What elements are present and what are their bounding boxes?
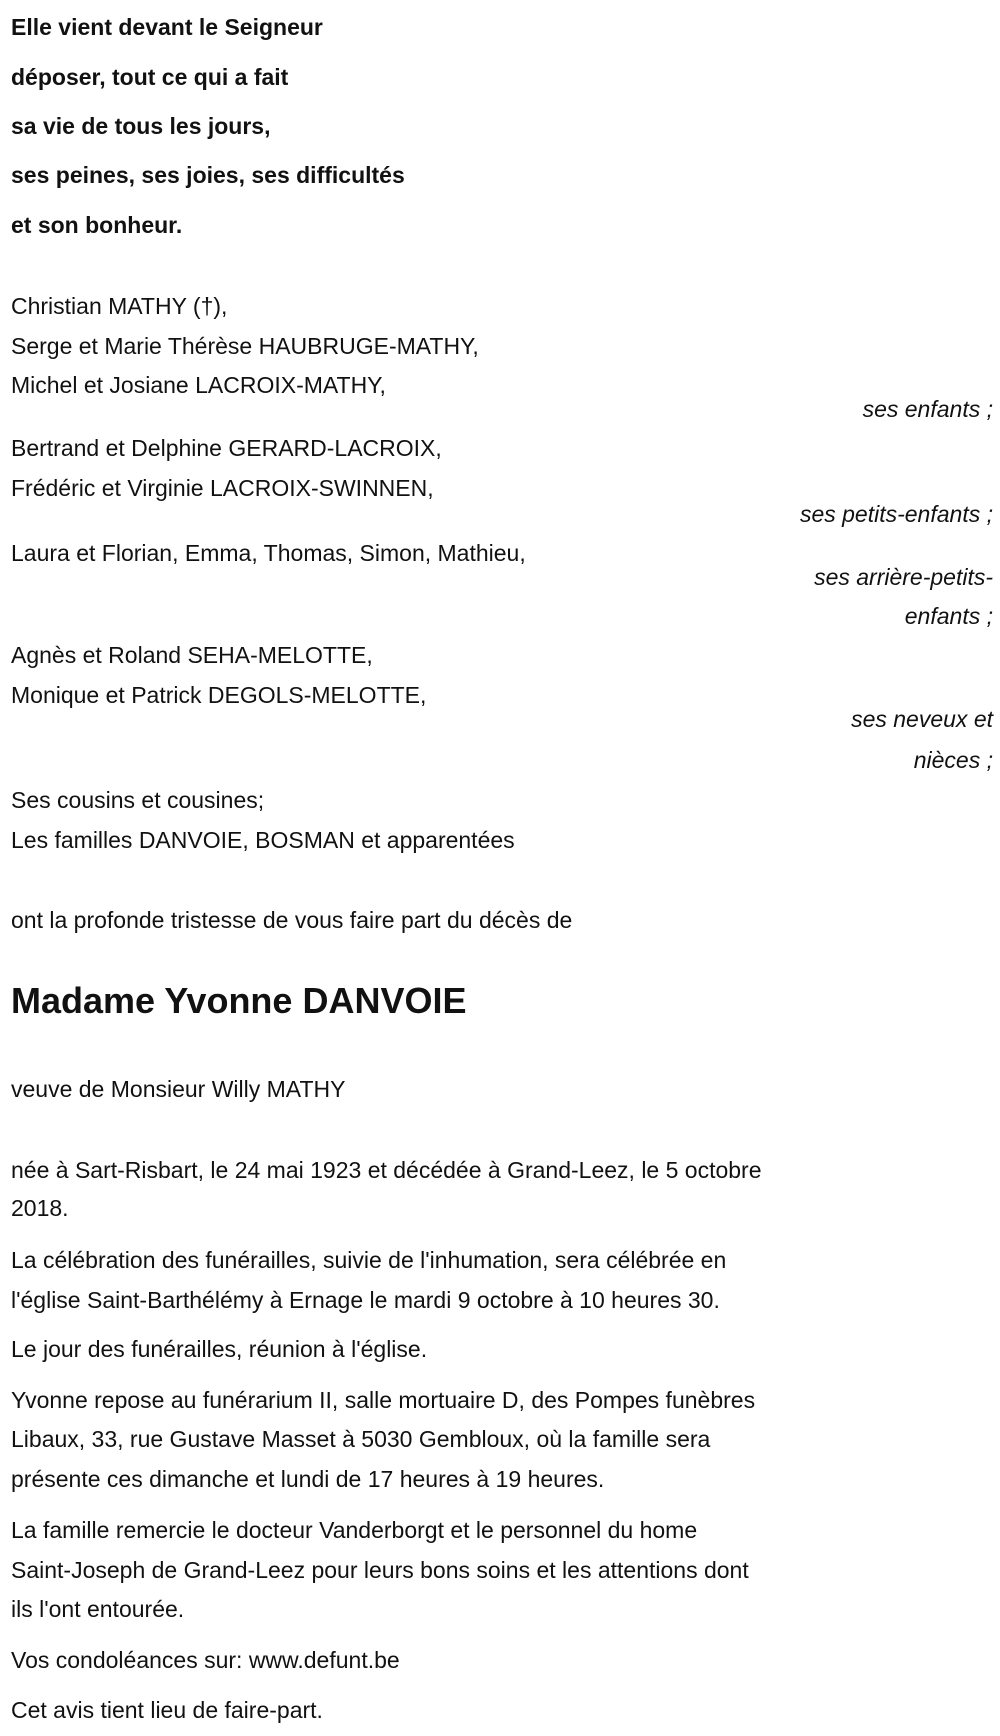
family-name: Bertrand et Delphine GERARD-LACROIX,: [11, 435, 442, 461]
paragraph-line: ils l'ont entourée.: [11, 1596, 185, 1622]
paragraph-line: Le jour des funérailles, réunion à l'église.: [11, 1336, 428, 1362]
announcement: ont la profonde tristesse de vous faire part du décès de: [11, 907, 573, 933]
paragraph-line: l'église Saint-Barthélémy à Ernage le mardi 9 octobre à 10 heures 30.: [11, 1287, 720, 1313]
relation-label: enfants ;: [904, 603, 993, 629]
family-name: Serge et Marie Thérèse HAUBRUGE-MATHY,: [11, 333, 479, 359]
poem-line: et son bonheur.: [11, 212, 183, 238]
family-name: Michel et Josiane LACROIX-MATHY,: [11, 372, 386, 398]
condolences-link-line: Vos condoléances sur: www.defunt.be: [11, 1647, 400, 1673]
family-name: Monique et Patrick DEGOLS-MELOTTE,: [11, 682, 427, 708]
paragraph-line: Saint-Joseph de Grand-Leez pour leurs bons soins et les attentions dont: [11, 1557, 749, 1583]
relation-label: ses neveux et: [851, 706, 993, 732]
family-name: Agnès et Roland SEHA-MELOTTE,: [11, 642, 373, 668]
paragraph-line: Libaux, 33, rue Gustave Masset à 5030 Gembloux, où la famille sera: [11, 1426, 711, 1452]
paragraph-line: née à Sart-Risbart, le 24 mai 1923 et décédée à Grand-Leez, le 5 octobre: [11, 1157, 762, 1183]
widow-of: veuve de Monsieur Willy MATHY: [11, 1076, 346, 1102]
family-name: Christian MATHY (†),: [11, 293, 228, 319]
poem-line: ses peines, ses joies, ses difficultés: [11, 162, 405, 188]
paragraph-line: 2018.: [11, 1195, 69, 1221]
relation-label: ses arrière-petits-: [814, 564, 993, 590]
paragraph-line: Yvonne repose au funérarium II, salle mortuaire D, des Pompes funèbres: [11, 1387, 756, 1413]
family-name: Les familles DANVOIE, BOSMAN et apparentées: [11, 827, 515, 853]
paragraph-line: Cet avis tient lieu de faire-part.: [11, 1697, 323, 1723]
family-name: Laura et Florian, Emma, Thomas, Simon, Mathieu,: [11, 540, 526, 566]
paragraph-line: La célébration des funérailles, suivie de l'inhumation, sera célébrée en: [11, 1247, 727, 1273]
poem-line: déposer, tout ce qui a fait: [11, 64, 289, 90]
poem-line: Elle vient devant le Seigneur: [11, 14, 323, 40]
paragraph-line: présente ces dimanche et lundi de 17 heures à 19 heures.: [11, 1466, 605, 1492]
relation-label: ses petits-enfants ;: [799, 501, 993, 527]
deceased-name: Madame Yvonne DANVOIE: [11, 980, 467, 1021]
family-name: Frédéric et Virginie LACROIX-SWINNEN,: [11, 475, 434, 501]
relation-label: ses enfants ;: [862, 396, 993, 422]
relation-label: nièces ;: [913, 747, 993, 773]
poem-line: sa vie de tous les jours,: [11, 113, 271, 139]
paragraph-line: La famille remercie le docteur Vanderborgt et le personnel du home: [11, 1517, 698, 1543]
family-name: Ses cousins et cousines;: [11, 787, 265, 813]
